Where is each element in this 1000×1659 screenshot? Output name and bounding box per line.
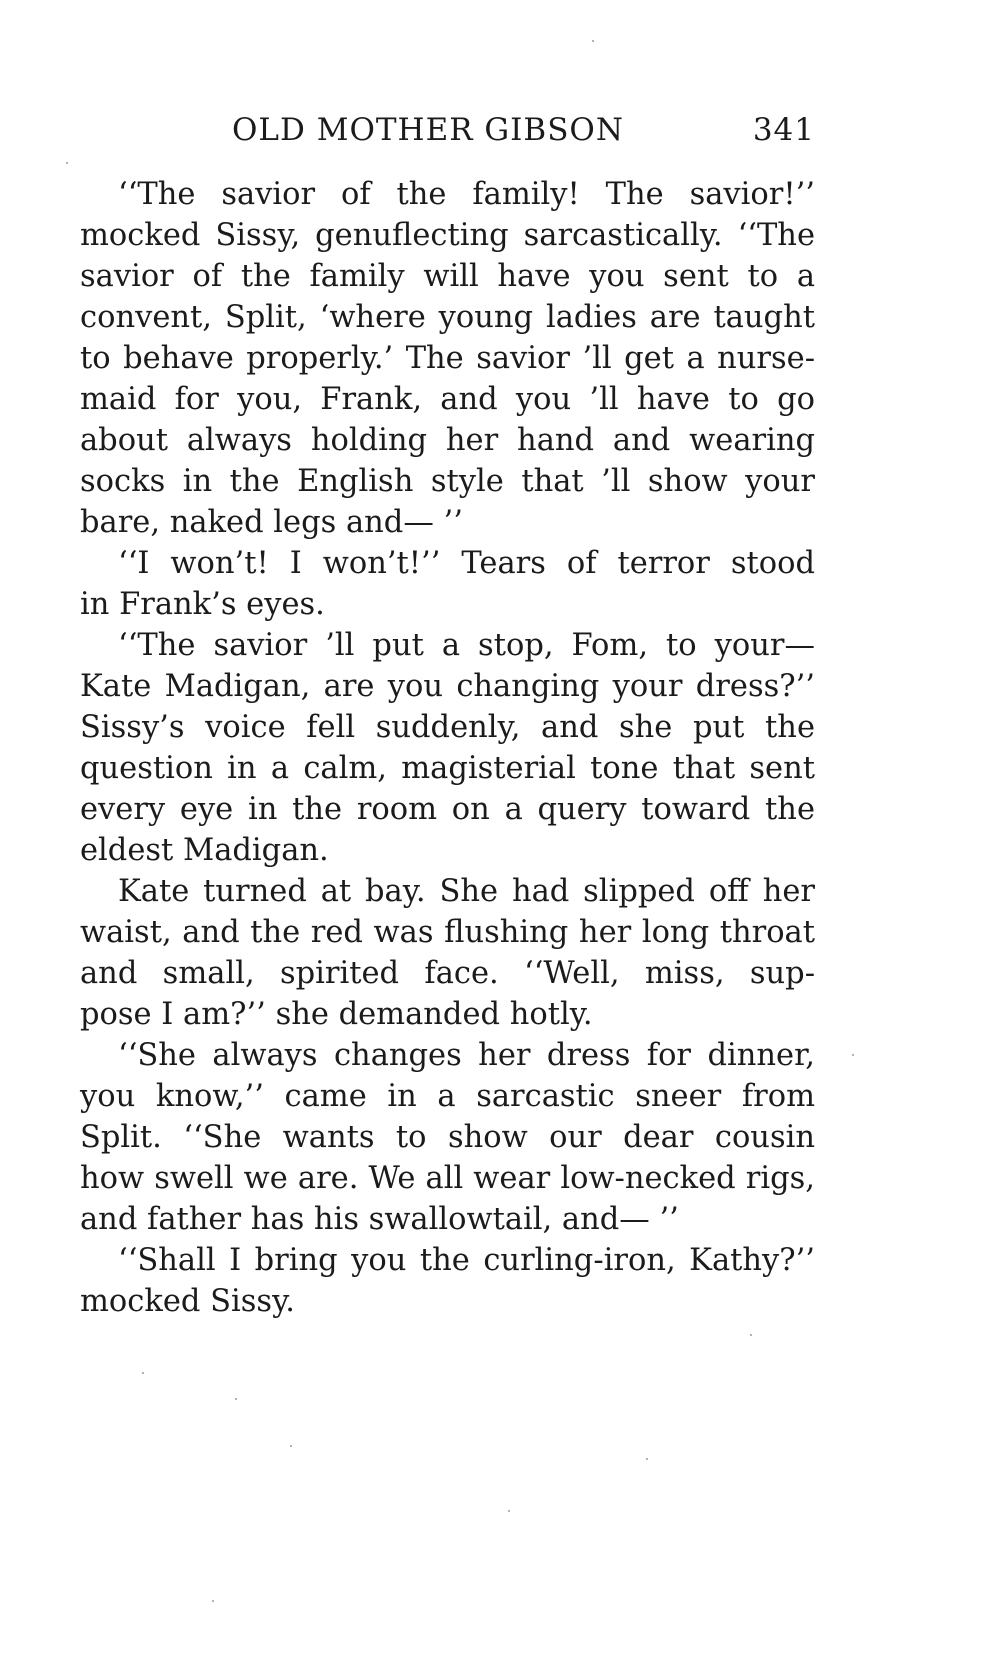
text-line: waist, and the red was flushing her long throat [80, 915, 815, 950]
text-line: ‘‘She always changes her dress for dinner, [118, 1038, 815, 1073]
paper-speck [508, 1510, 510, 1512]
text-line: Split. ‘‘She wants to show our dear cousin [80, 1120, 815, 1155]
text-line: mocked Sissy. [80, 1284, 295, 1319]
text-line: pose I am?’’ she demanded hotly. [80, 997, 593, 1032]
text-line: Sissy’s voice fell suddenly, and she put the [80, 710, 815, 745]
text-line: savior of the family will have you sent to a [80, 259, 815, 294]
text-line: to behave properly.’ The savior ’ll get a nurse- [80, 341, 815, 376]
running-head [80, 112, 815, 160]
paragraph [80, 174, 815, 543]
text-line: and small, spirited face. ‘‘Well, miss, sup- [80, 956, 815, 991]
text-line: convent, Split, ‘where young ladies are taught [80, 300, 815, 335]
text-line: you know,’’ came in a sarcastic sneer from [80, 1079, 815, 1114]
text-line: ‘‘The savior of the family! The savior!’’ [118, 177, 815, 212]
paper-speck [235, 1398, 237, 1400]
text-line: how swell we are. We all wear low-necked rigs, [80, 1161, 815, 1196]
paragraph [80, 871, 815, 1035]
text-line: every eye in the room on a query toward the [80, 792, 815, 827]
paper-speck [750, 1334, 752, 1336]
text-line: question in a calm, magisterial tone that sent [80, 751, 815, 786]
text-line: and father has his swallowtail, and— ’’ [80, 1202, 679, 1237]
paper-speck [290, 1445, 292, 1447]
paper-speck [646, 1458, 648, 1460]
text-line: about always holding her hand and wearing [80, 423, 815, 458]
text-line: ‘‘I won’t! I won’t!’’ Tears of terror stood [118, 546, 815, 581]
page-number: 341 [752, 112, 815, 148]
text-line: in Frank’s eyes. [80, 587, 325, 622]
text-line: mocked Sissy, genuflecting sarcastically. ‘‘The [80, 218, 815, 253]
text-line: socks in the English style that ’ll show your [80, 464, 815, 499]
paper-speck [852, 1054, 854, 1056]
paragraph [80, 1035, 815, 1240]
paper-speck [592, 40, 594, 42]
running-title: OLD MOTHER GIBSON [232, 112, 624, 148]
paragraph [80, 543, 815, 625]
text-line: Kate Madigan, are you changing your dress?’’ [80, 669, 815, 704]
text-line: bare, naked legs and— ’’ [80, 505, 463, 540]
text-line: ‘‘The savior ’ll put a stop, Fom, to your— [118, 628, 815, 663]
paragraph [80, 625, 815, 871]
paragraph [80, 1240, 815, 1322]
text-line: ‘‘Shall I bring you the curling-iron, Kathy?’’ [118, 1243, 815, 1278]
text-line: maid for you, Frank, and you ’ll have to go [80, 382, 815, 417]
body-text [80, 174, 815, 1322]
paper-speck [212, 1600, 214, 1602]
paper-speck [142, 1372, 144, 1374]
text-line: eldest Madigan. [80, 833, 329, 868]
text-line: Kate turned at bay. She had slipped off her [118, 874, 815, 909]
paper-speck [66, 162, 68, 164]
